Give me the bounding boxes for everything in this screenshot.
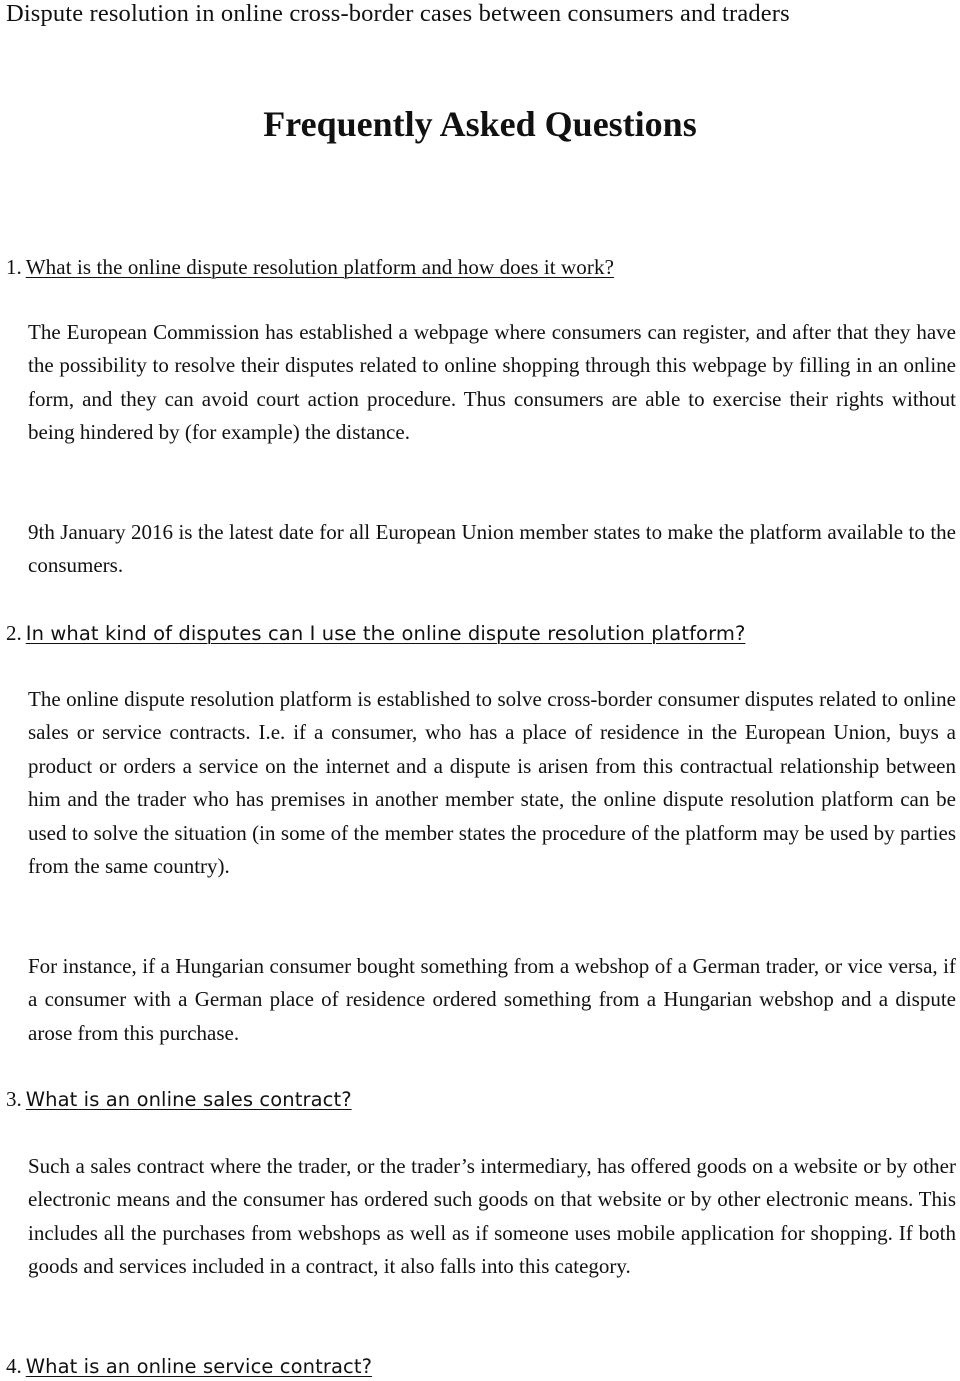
question-number: 1. (6, 255, 22, 279)
question-number: 2. (6, 621, 22, 645)
question-text: What is an online service contract? (25, 1355, 373, 1378)
answer-paragraph: For instance, if a Hungarian consumer bought something from a webshop of a German trader, or vice versa, if a consumer with a German place of residence ordered something from a Hungarian webshop and a dispute arose from this purchase. (28, 954, 956, 1045)
question-1 (6, 253, 954, 281)
answer-paragraph: The European Commission has established a webpage where consumers can register, and after that they have the possibility to resolve their disputes related to online shopping through this webpage by filling in an online form, and they can avoid court action procedure. Thus consumers are able to exercise their rights without being hindered by (for example) the distance. (28, 320, 956, 445)
document-header: Dispute resolution in online cross-border cases between consumers and traders (6, 0, 790, 27)
answer-paragraph: The online dispute resolution platform is established to solve cross-border consumer disputes related to online sales or service contracts. I.e. if a consumer, who has a place of residence in the European Union, buys a product or orders a service on the internet and a dispute is arisen from this contractual relationship between him and the trader who has premises in another member state, the online dispute resolution platform can be used to solve the situation (in some of the member states the procedure of the platform may be used by parties from the same country). (28, 687, 956, 879)
question-text: What is an online sales contract? (25, 1088, 352, 1111)
answer-paragraph: Such a sales contract where the trader, or the trader’s intermediary, has offered goods on a website or by other electronic means and the consumer has ordered such goods on that website or by other electronic means. This includes all the purchases from webshops as well as if someone uses mobile application for shopping. If both goods and services included in a contract, it also falls into this category. (28, 1154, 956, 1279)
page-title: Frequently Asked Questions (263, 104, 697, 144)
question-2 (6, 619, 954, 648)
question-3 (6, 1085, 954, 1114)
question-number: 3. (6, 1087, 22, 1111)
answer-paragraph: 9th January 2016 is the latest date for all European Union member states to make the platform available to the consumers. (28, 520, 956, 578)
question-text: In what kind of disputes can I use the online dispute resolution platform? (25, 622, 746, 645)
question-4 (6, 1352, 954, 1381)
question-number: 4. (6, 1354, 22, 1378)
question-text: What is the online dispute resolution platform and how does it work? (25, 255, 615, 279)
